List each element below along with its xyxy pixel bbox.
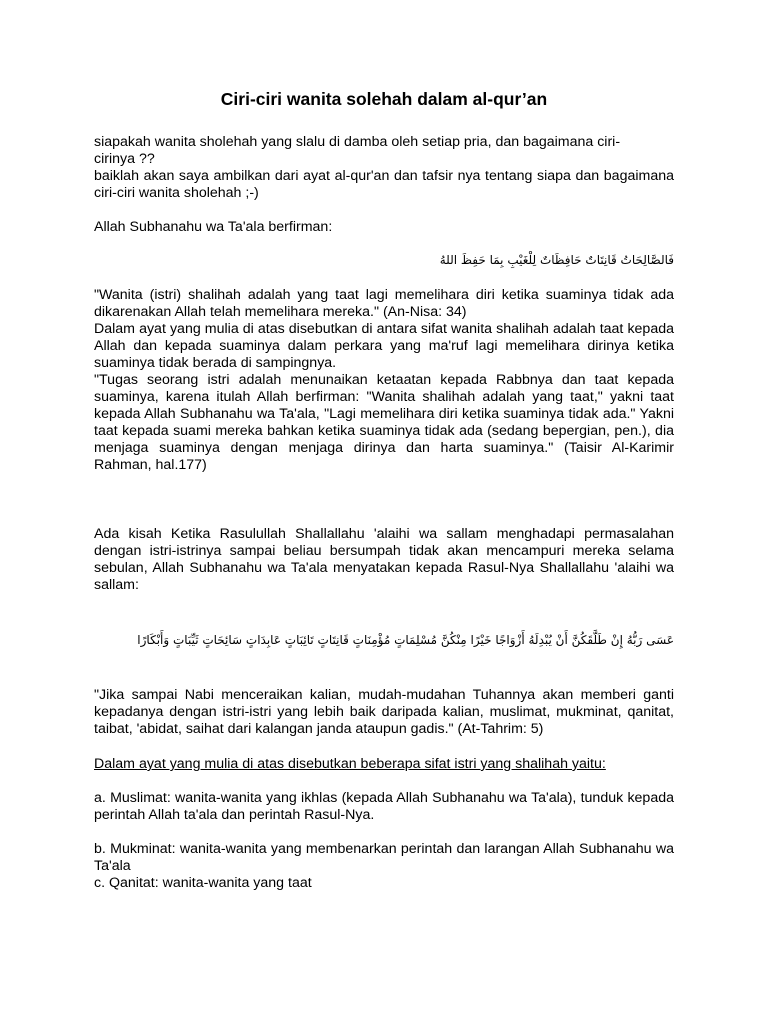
document-page	[94, 88, 674, 892]
sifat-heading: Dalam ayat yang mulia di atas disebutkan beberapa sifat istri yang shalihah yaitu:	[94, 756, 606, 772]
page-title: Ciri-ciri wanita solehah dalam al-qur’an	[220, 89, 548, 109]
tafsir-quote: "Tugas seorang istri adalah menunaikan ketaatan kepada Rabbnya dan taat kepada suaminya, karena itulah Allah berfirman: "Wanita shalihah adalah yang taat," yakni taat kepada Allah Subhanahu wa Ta'ala, "Lagi memelihara diri ketika suaminya tidak ada." Yakni taat kepada suami mereka bahkan ketika suaminya tidak ada (sedang bepergian, pen.), dia menjaga suaminya dengan menjaga dirinya dan harta suaminya." (Taisir Al-Karimir Rahman, hal.177)	[94, 372, 674, 473]
list-item-muslimat: a. Muslimat: wanita-wanita yang ikhlas (kepada Allah Subhanahu wa Ta'ala), tunduk kepada perintah Allah ta'ala dan perintah Rasul-Nya.	[94, 790, 674, 823]
translation-at-tahrim: "Jika sampai Nabi menceraikan kalian, mudah-mudahan Tuhannya akan memberi ganti kepadanya dengan istri-istri yang lebih baik daripada kalian, muslimat, mukminat, qanitat, taibat, 'abidat, saihat dari kalangan janda ataupun gadis." (At-Tahrim: 5)	[94, 687, 674, 737]
list-item-mukminat: b. Mukminat: wanita-wanita yang membenarkan perintah dan larangan Allah Subhanahu wa Ta'ala	[94, 841, 674, 874]
ayat-an-nisa-arabic: فَالصَّالِحَاتُ قَانِتَاتٌ حَافِظَاتٌ لِلْغَيْبِ بِمَا حَفِظَ اللهُ	[439, 253, 674, 267]
translation-an-nisa: "Wanita (istri) shalihah adalah yang taat lagi memelihara diri ketika suaminya tidak ada dikarenakan Allah telah memelihara mereka." (An-Nisa: 34)	[94, 287, 674, 320]
ayat-at-tahrim-arabic: عَسَى رَبُّهُ إِنْ طَلَّقَكُنَّ أَنْ يُبْدِلَهُ أَزْوَاجًا خَيْرًا مِنْكُنَّ مُسْلِمَاتٍ مُؤْمِنَاتٍ قَانِتَاتٍ تَائِبَاتٍ عَابِدَاتٍ سَائِحَاتٍ ثَيِّبَاتٍ وَأَبْكَارًا	[137, 633, 674, 647]
intro-line-1: siapakah wanita sholehah yang slalu di damba oleh setiap pria, dan bagaimana ciri-	[94, 134, 621, 150]
kisah-paragraph: Ada kisah Ketika Rasulullah Shallallahu 'alaihi wa sallam menghadapi permasalahan dengan istri-istrinya sampai beliau bersumpah tidak akan mencampuri mereka selama sebulan, Allah Subhanahu wa Ta'ala menyatakan kepada Rasul-Nya Shallallahu 'alaihi wa sallam:	[94, 526, 674, 593]
explanation-paragraph: Dalam ayat yang mulia di atas disebutkan di antara sifat wanita shalihah adalah taat kepada Allah dan kepada suaminya dalam perkara yang ma'ruf lagi memelihara dirinya ketika suaminya tidak berada di sampingnya.	[94, 321, 674, 371]
allah-firman-text: Allah Subhanahu wa Ta'ala berfirman:	[94, 219, 333, 235]
intro-line-2: cirinya ??	[94, 151, 155, 167]
list-item-qanitat: c. Qanitat: wanita-wanita yang taat	[94, 875, 312, 891]
intro-line-3: baiklah akan saya ambilkan dari ayat al-qur'an dan tafsir nya tentang siapa dan bagaimana ciri-ciri wanita sholehah ;-)	[94, 168, 674, 201]
